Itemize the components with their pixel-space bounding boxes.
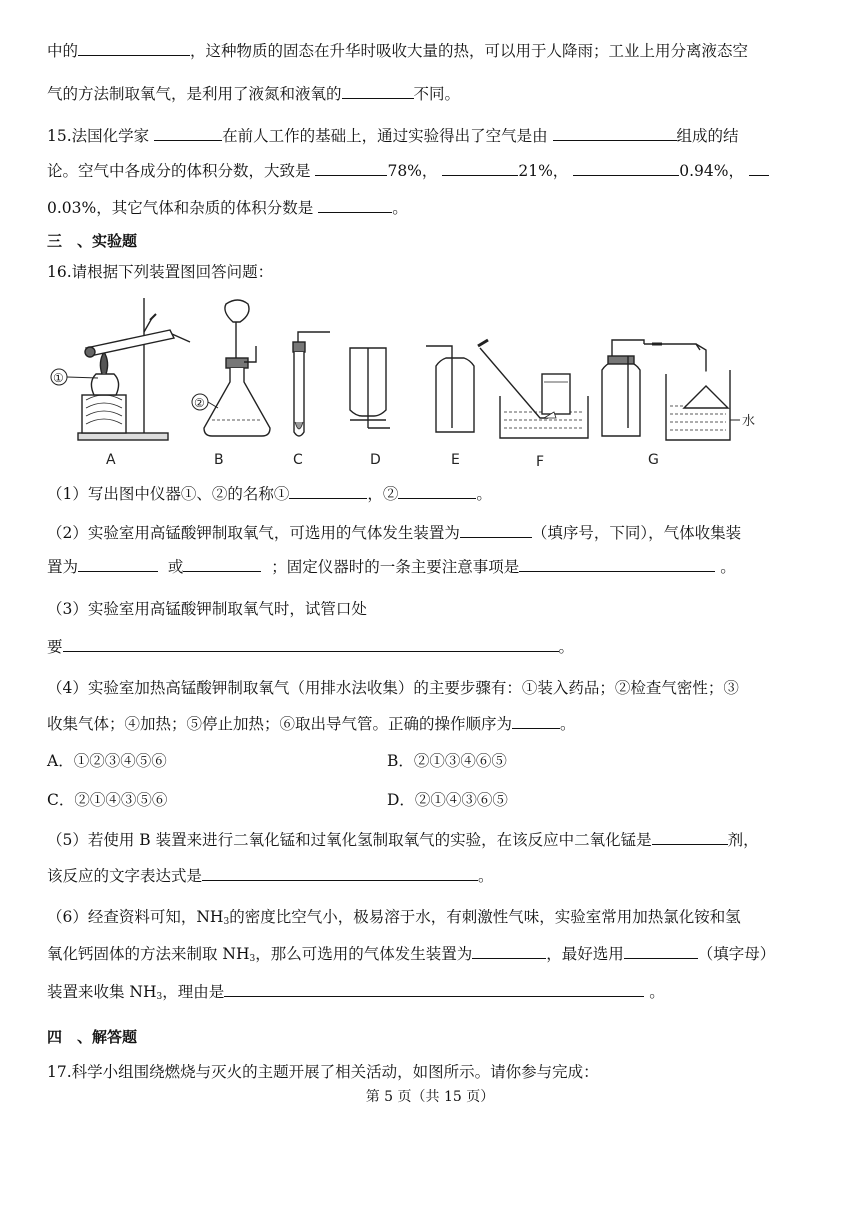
part-2-line-2	[47, 556, 736, 577]
text: 或	[167, 558, 184, 576]
question-16-stem: 16.请根据下列装置图回答问题：	[47, 263, 274, 281]
text: （1）写出图中仪器①、②的名称①	[47, 485, 290, 503]
answer-blank[interactable]	[398, 483, 476, 499]
text: ，②	[367, 485, 399, 503]
apparatus-f	[478, 340, 588, 438]
text: 置为	[47, 558, 79, 576]
answer-blank[interactable]	[154, 125, 222, 141]
part-4-line-1	[47, 678, 739, 698]
option-a[interactable]: A．①②③④⑤⑥	[47, 752, 167, 770]
answer-blank[interactable]	[749, 160, 769, 176]
figure-caption-labels	[106, 452, 659, 470]
answer-blank[interactable]	[512, 713, 560, 729]
text: 。	[476, 485, 492, 503]
text: ，这种物质的固态在升华时吸收大量的热，可以用于人降雨；工业上用分离液态空	[190, 42, 749, 60]
text: 论。空气中各成分的体积分数，大致是	[47, 162, 311, 180]
text: （2）实验室用高锰酸钾制取氧气，可选用的气体发生装置为	[47, 524, 460, 542]
text: 。	[478, 867, 494, 885]
text: 要	[47, 638, 63, 656]
apparatus-c	[293, 332, 330, 436]
apparatus-d	[350, 348, 390, 428]
answer-blank[interactable]	[78, 40, 190, 56]
option-c[interactable]: C．②①④③⑤⑥	[47, 791, 168, 809]
apparatus-a	[51, 298, 190, 440]
text: 15.法国化学家	[47, 127, 150, 145]
answer-blank[interactable]	[652, 829, 728, 845]
figure-label-water: 水	[742, 414, 756, 429]
text: 收集气体；④加热；⑤停止加热；⑥取出导气管。正确的操作顺序为	[47, 715, 513, 733]
figure-label-f: F	[536, 454, 545, 470]
figure-label-marker-1: ①	[53, 371, 64, 385]
text: 78%，	[387, 162, 438, 180]
answer-blank[interactable]	[442, 160, 518, 176]
part-2-line-1	[47, 522, 741, 543]
answer-blank[interactable]	[472, 943, 546, 959]
option-d[interactable]: D．②①④③⑥⑤	[387, 791, 508, 809]
apparatus-figure	[40, 290, 780, 470]
answer-blank[interactable]	[202, 865, 478, 881]
apparatus-g	[602, 340, 755, 440]
figure-label-b: B	[214, 452, 224, 468]
part-6-line-1	[47, 907, 741, 932]
text: 剂，	[727, 831, 759, 849]
answer-blank[interactable]	[519, 556, 715, 572]
part-6-line-2	[47, 943, 775, 969]
text: 组成的结	[676, 127, 739, 145]
subscript: 3	[156, 992, 163, 1002]
answer-blank[interactable]	[224, 981, 644, 997]
apparatus-b	[192, 300, 270, 436]
text: 。	[649, 983, 665, 1001]
answer-blank[interactable]	[573, 160, 679, 176]
subscript: 3	[249, 954, 256, 964]
text: 0.03%，其它气体和杂质的体积分数是	[47, 199, 314, 217]
answer-blank[interactable]	[553, 125, 677, 141]
text: 中的	[47, 42, 79, 60]
text: （填序号，下同），气体收集装	[531, 524, 742, 542]
text: 。	[560, 715, 576, 733]
text: 不同。	[413, 85, 461, 103]
line-2	[47, 83, 460, 104]
answer-blank[interactable]	[315, 160, 387, 176]
figure-label-e: E	[451, 452, 460, 468]
subscript: 3	[223, 917, 230, 927]
section-heading-answer: 四 、解答题	[47, 1028, 138, 1046]
figure-label-a: A	[106, 452, 116, 468]
part-1	[47, 483, 492, 504]
text: 的密度比空气小，极易溶于水，有刺激性气味，实验室常用加热氯化铵和氢	[229, 908, 741, 926]
text: ，理由是	[162, 983, 225, 1001]
part-6-line-3	[47, 981, 665, 1007]
text: （填字母）	[697, 945, 776, 963]
text: ，最好选用	[546, 945, 624, 963]
line-1	[47, 40, 748, 61]
answer-blank[interactable]	[342, 83, 414, 99]
text: 气的方法制取氧气，是利用了液氮和液氧的	[47, 85, 342, 103]
text: （4）实验室加热高锰酸钾制取氧气（用排水法收集）的主要步骤有：①装入药品；②检查气密性；③	[47, 679, 739, 697]
answer-blank[interactable]	[183, 556, 261, 572]
part-3-line-1	[47, 599, 367, 619]
text: 。	[720, 558, 736, 576]
option-b[interactable]: B．②①③④⑥⑤	[387, 752, 507, 770]
question-17-stem: 17.科学小组围绕燃烧与灭火的主题开展了相关活动，如图所示。请你参与完成：	[47, 1063, 599, 1081]
text: 。	[558, 638, 575, 656]
section-heading-experiment: 三 、实验题	[47, 232, 138, 250]
answer-blank[interactable]	[318, 197, 392, 213]
figure-label-marker-2: ②	[194, 396, 205, 410]
part-5-line-1	[47, 829, 759, 850]
question-15-line-2	[47, 160, 769, 181]
part-5-line-2	[47, 865, 494, 886]
question-15-line-3	[47, 197, 408, 218]
figure-label-g: G	[648, 452, 659, 468]
part-3-line-2	[47, 636, 574, 657]
figure-label-c: C	[293, 452, 303, 468]
text: ，那么可选用的气体发生装置为	[255, 945, 473, 963]
text: 该反应的文字表达式是	[47, 867, 203, 885]
figure-label-d: D	[370, 452, 381, 468]
text: 在前人工作的基础上，通过实验得出了空气是由	[222, 127, 548, 145]
answer-blank[interactable]	[289, 483, 367, 499]
answer-blank[interactable]	[78, 556, 158, 572]
part-4-line-2	[47, 713, 576, 734]
text: 21%，	[518, 162, 569, 180]
answer-blank[interactable]	[460, 522, 532, 538]
text: 。	[392, 199, 408, 217]
answer-blank[interactable]	[63, 636, 559, 652]
text: 0.94%，	[679, 162, 744, 180]
text: （5）若使用 B 装置来进行二氧化锰和过氧化氢制取氧气的实验，在该反应中二氧化锰是	[47, 831, 652, 849]
text: （6）经查资料可知，NH	[47, 908, 224, 926]
apparatus-e	[426, 346, 474, 432]
text: ；固定仪器时的一条主要注意事项是	[271, 558, 520, 576]
text: （3）实验室用高锰酸钾制取氧气时，试管口处	[47, 600, 367, 618]
question-15-line-1	[47, 125, 739, 146]
text: 氧化钙固体的方法来制取 NH	[47, 945, 250, 963]
text: 装置来收集 NH	[47, 983, 157, 1001]
page-footer: 第 5 页（共 15 页）	[365, 1089, 495, 1105]
answer-blank[interactable]	[624, 943, 698, 959]
